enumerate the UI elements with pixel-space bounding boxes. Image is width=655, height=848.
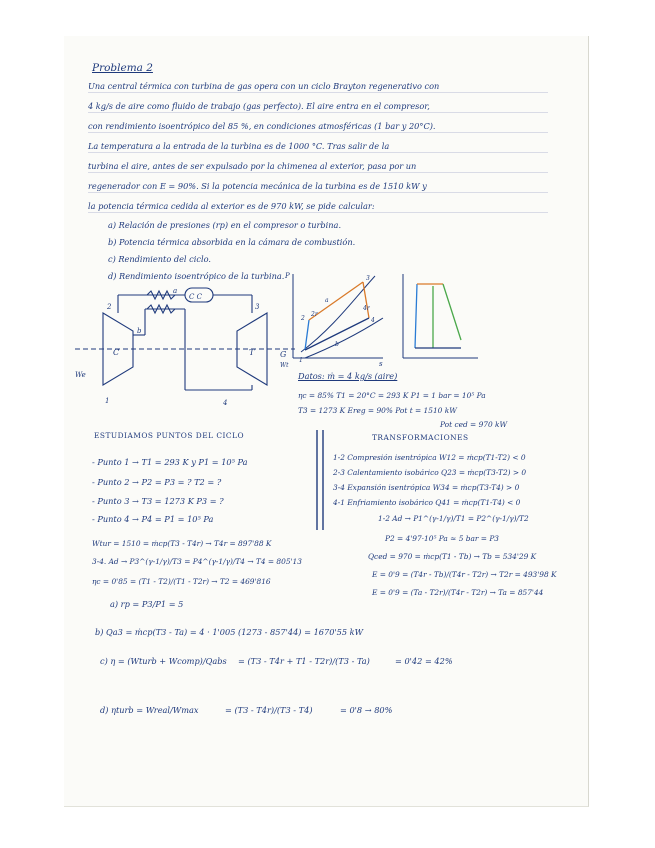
- ts-point-4: 4: [371, 317, 375, 324]
- transformaciones-title: TRANSFORMACIONES: [372, 433, 469, 442]
- problem-title: Problema 2: [92, 62, 153, 74]
- rule-line: [88, 192, 548, 193]
- datos-line: ηc = 85% T1 = 20°C = 293 K P1 = 1 bar = 10⁵ Pa: [298, 391, 486, 400]
- we-label: We: [75, 371, 86, 379]
- question-c: c) Rendimiento del ciclo.: [108, 254, 211, 264]
- ts-point-b: b: [335, 341, 339, 348]
- brayton-schematic: [75, 285, 300, 415]
- ts-axis-p: P: [285, 272, 290, 280]
- ts-point-2: 2: [301, 315, 305, 322]
- statement-line: con rendimiento isoentrópico del 85 %, en condiciones atmosféricas (1 bar y 20°C).: [88, 121, 436, 131]
- calc-right-line: E = 0'9 = (Ta - T2r)/(T4r - T2r) → Ta = 857'44: [372, 588, 544, 597]
- rule-line: [88, 92, 548, 93]
- rule-line: [88, 112, 548, 113]
- transformacion-line: 4-1 Enfriamiento isobárico Q41 = ṁcp(T1-T4) < 0: [333, 498, 521, 507]
- answer-a: a) rp = P3/P1 = 5: [110, 599, 184, 609]
- point-4-label: 4: [223, 399, 228, 407]
- statement-line: turbina el aire, antes de ser expulsado por la chimenea al exterior, pasa por un: [88, 161, 417, 171]
- statement-line: La temperatura a la entrada de la turbina es de 1000 °C. Tras salir de la: [88, 141, 390, 151]
- answer-c-result: = 0'42 = 42%: [395, 656, 453, 666]
- answer-c-mid: = (T3 - T4r + T1 - T2r)/(T3 - Ta): [238, 656, 370, 666]
- calc-right-line: 1-2 Ad → P1^(γ-1/γ)/T1 = P2^(γ-1/γ)/T2: [378, 514, 529, 523]
- compressor-label: C: [113, 348, 120, 357]
- generator-label: G: [280, 350, 287, 359]
- statement-line: 4 kg/s de aire como fluido de trabajo (gas perfecto). El aire entra en el compresor,: [88, 101, 430, 111]
- ts-point-4r: 4r: [363, 305, 370, 312]
- transformacion-line: 3-4 Expansión isentrópica W34 = ṁcp(T3-T4) > 0: [333, 483, 520, 492]
- rule-line: [88, 152, 548, 153]
- datos-line: Pot ced = 970 kW: [440, 420, 508, 429]
- separator: [322, 430, 324, 530]
- question-b: b) Potencia térmica absorbida en la cámara de combustión.: [108, 237, 356, 247]
- datos-line: T3 = 1273 K Ereg = 90% Pot t = 1510 kW: [298, 406, 457, 415]
- point-b-label: b: [137, 327, 142, 335]
- answer-c-lhs: c) η = (Wturb + Wcomp)/Qabs: [100, 656, 227, 666]
- point-1-label: 1: [105, 397, 110, 405]
- ts-point-2r: 2r: [311, 311, 318, 318]
- answer-d-result: = 0'8 → 80%: [340, 705, 393, 715]
- separator: [316, 430, 318, 530]
- estudiamos-title: ESTUDIAMOS PUNTOS DEL CICLO: [94, 431, 245, 440]
- turbine-label: T: [249, 348, 255, 357]
- ts-point-1: 1: [299, 357, 303, 364]
- punto-line: - Punto 4 → P4 = P1 = 10⁵ Pa: [92, 514, 214, 524]
- answer-b: b) Qa3 = ṁcp(T3 - Ta) = 4 · 1'005 (1273 - 857'44) = 1670'55 kW: [95, 627, 364, 637]
- rule-line: [88, 172, 548, 173]
- ts-point-a: a: [325, 297, 329, 304]
- transformacion-line: 1-2 Compresión isentrópica W12 = ṁcp(T1-T2) < 0: [333, 453, 526, 462]
- calc-right-line: Qced = 970 = ṁcp(T1 - Tb) → Tb = 534'29 K: [368, 552, 537, 561]
- combustion-chamber-label: C C: [189, 293, 202, 301]
- rule-line: [88, 132, 548, 133]
- ts-point-3: 3: [366, 275, 370, 282]
- transformacion-line: 2-3 Calentamiento isobárico Q23 = ṁcp(T3-T2) > 0: [333, 468, 527, 477]
- calc-left-line: 3-4. Ad → P3^(γ-1/γ)/T3 = P4^(γ-1/γ)/T4 → T4 = 805'13: [92, 557, 302, 566]
- calc-left-line: Wtur = 1510 = ṁcp(T3 - T4r) → T4r = 897'88 K: [92, 539, 272, 548]
- calc-right-line: P2 = 4'97·10⁵ Pa ≈ 5 bar = P3: [385, 534, 499, 543]
- answer-d-lhs: d) ηturb = Wreal/Wmax: [100, 705, 199, 715]
- punto-line: - Punto 3 → T3 = 1273 K P3 = ?: [92, 496, 224, 506]
- wt-label: Wt: [280, 362, 289, 369]
- punto-line: - Punto 1 → T1 = 293 K y P1 = 10⁵ Pa: [92, 457, 248, 467]
- question-d: d) Rendimiento isoentrópico de la turbina.: [108, 271, 285, 281]
- point-2-label: 2: [107, 303, 112, 311]
- ts-axis-s: s: [379, 360, 383, 368]
- answer-d-mid: = (T3 - T4r)/(T3 - T4): [225, 705, 313, 715]
- punto-line: - Punto 2 → P2 = P3 = ? T2 = ?: [92, 477, 222, 487]
- calc-right-line: E = 0'9 = (T4r - Tb)/(T4r - T2r) → T2r = 493'98 K: [372, 570, 557, 579]
- question-a: a) Relación de presiones (rp) en el compresor o turbina.: [108, 220, 342, 230]
- point-3-label: 3: [255, 303, 260, 311]
- calc-left-line: ηc = 0'85 = (T1 - T2)/(T1 - T2r) → T2 = 469'816: [92, 577, 271, 586]
- statement-line: Una central térmica con turbina de gas opera con un ciclo Brayton regenerativo con: [88, 81, 440, 91]
- point-a-label: a: [173, 287, 178, 295]
- datos-line: Datos: ṁ = 4 kg/s (aire): [298, 371, 398, 381]
- rule-line: [88, 212, 548, 213]
- statement-line: regenerador con E = 90%. Si la potencia mecánica de la turbina es de 1510 kW y: [88, 181, 427, 191]
- isobar-low: [305, 318, 383, 358]
- ts-diagrams: [283, 268, 488, 368]
- statement-line: la potencia térmica cedida al exterior es de 970 kW, se pide calcular:: [88, 201, 375, 211]
